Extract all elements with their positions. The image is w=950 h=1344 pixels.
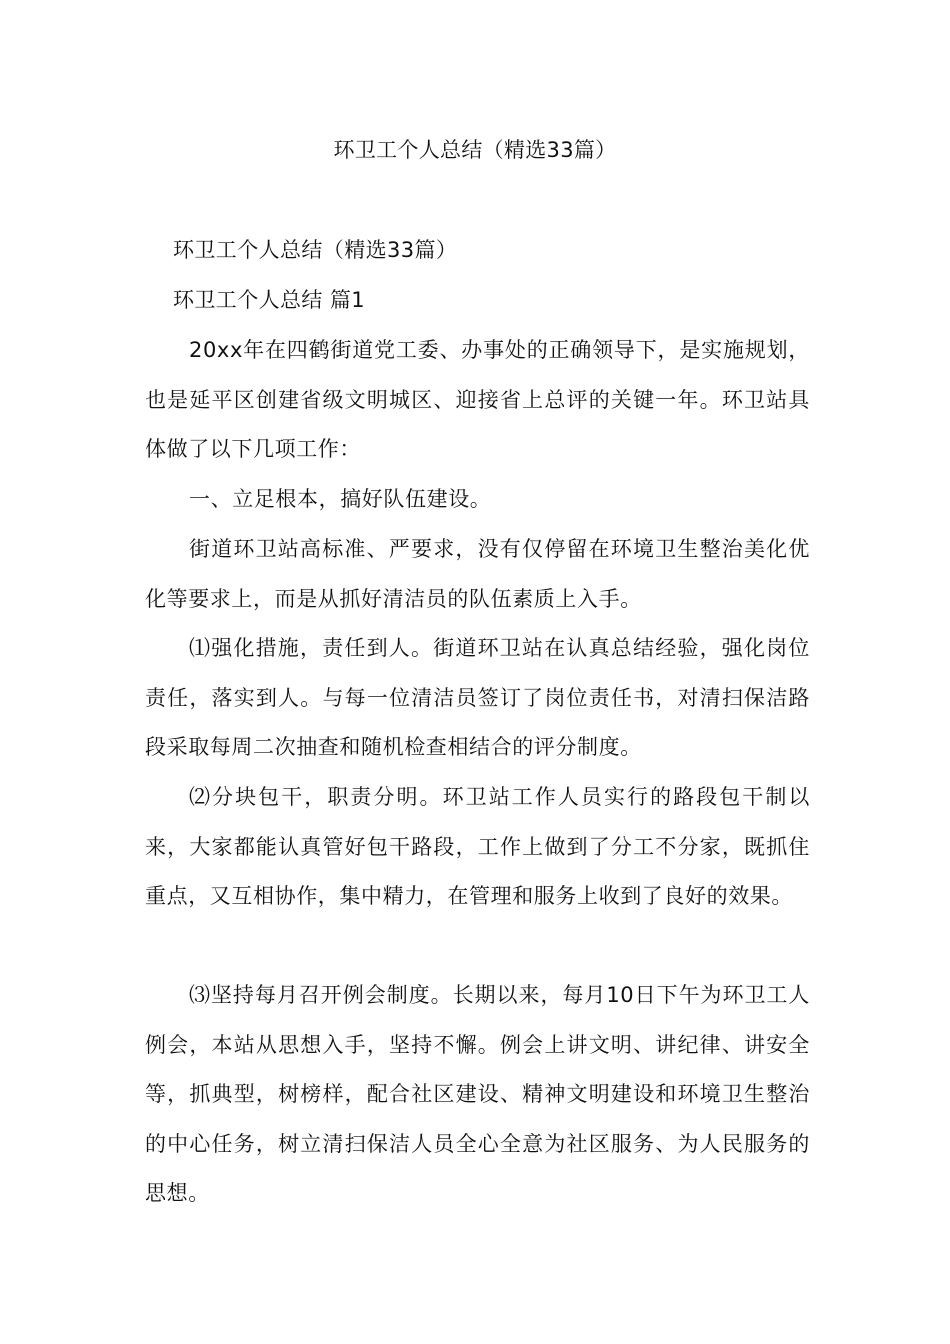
paragraph-team: 街道环卫站高标准、严要求，没有仅停留在环境卫生整治美化优化等要求上，而是从抓好清洁员的队伍素质上入手。	[145, 537, 810, 611]
section-heading: 环卫工个人总结 篇1	[173, 288, 366, 312]
document-title: 环卫工个人总结（精选33篇）	[333, 138, 617, 162]
document-subtitle: 环卫工个人总结（精选33篇）	[173, 238, 458, 262]
paragraph-item-2: ⑵分块包干，职责分明。环卫站工作人员实行的路段包干制以来，大家都能认真管好包干路段，工作上做到了分工不分家，既抓住重点，又互相协作，集中精力，在管理和服务上收到了良好的效果。	[145, 785, 810, 908]
paragraph-heading-1: 一、立足根本，搞好队伍建设。	[189, 487, 492, 511]
paragraph-item-1: ⑴强化措施，责任到人。街道环卫站在认真总结经验，强化岗位责任，落实到人。与每一位清洁员签订了岗位责任书，对清扫保洁路段采取每周二次抽查和随机检查相结合的评分制度。	[145, 636, 810, 759]
paragraph-intro: 20xx年在四鹤街道党工委、办事处的正确领导下，是实施规划，也是延平区创建省级文明城区、迎接省上总评的关键一年。环卫站具体做了以下几项工作：	[145, 338, 810, 461]
paragraph-item-3: ⑶坚持每月召开例会制度。长期以来，每月10日下午为环卫工人例会，本站从思想入手，坚持不懈。例会上讲文明、讲纪律、讲安全等，抓典型，树榜样，配合社区建设、精神文明建设和环境卫生整治的中心任务，树立清扫保洁人员全心全意为社区服务、为人民服务的思想。	[145, 983, 810, 1205]
